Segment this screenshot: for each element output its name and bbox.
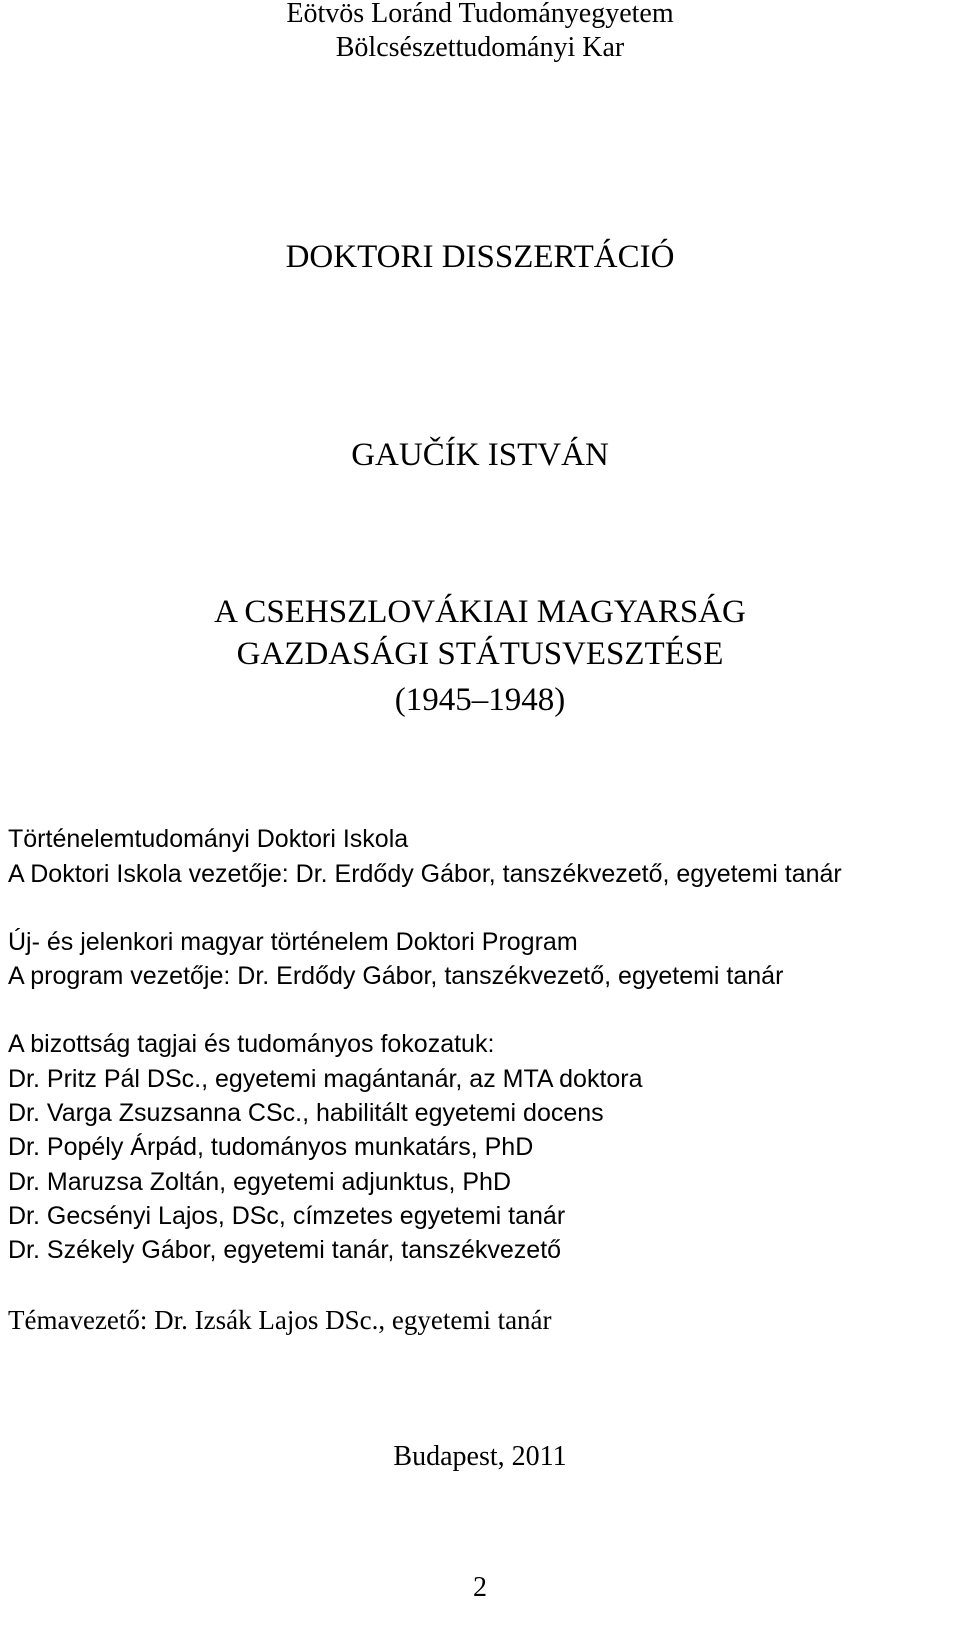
committee-member: Dr. Popély Árpád, tudományos munkatárs, PhD (8, 1133, 534, 1161)
committee-member: Dr. Varga Zsuzsanna CSc., habilitált egyetemi docens (8, 1099, 604, 1127)
committee-heading: A bizottság tagjai és tudományos fokozatuk: (8, 1030, 495, 1058)
doctoral-school-name: Történelemtudományi Doktori Iskola (8, 825, 409, 853)
title-line-2: GAZDASÁGI STÁTUSVESZTÉSE (236, 636, 724, 672)
committee-member: Dr. Gecsényi Lajos, DSc, címzetes egyetemi tanár (8, 1202, 566, 1230)
doctoral-school-head: A Doktori Iskola vezetője: Dr. Erdődy Gábor, tanszékvezető, egyetemi tanár (8, 860, 842, 888)
committee-member: Dr. Pritz Pál DSc., egyetemi magántanár, az MTA doktora (8, 1065, 643, 1093)
program-head: A program vezetője: Dr. Erdődy Gábor, tanszékvezető, egyetemi tanár (8, 962, 784, 990)
place-date: Budapest, 2011 (393, 1441, 567, 1472)
committee-member: Dr. Székely Gábor, egyetemi tanár, tanszékvezető (8, 1236, 562, 1264)
supervisor: Témavezető: Dr. Izsák Lajos DSc., egyetemi tanár (8, 1305, 552, 1335)
university-name: Eötvös Loránd Tudományegyetem (286, 0, 674, 29)
title-years: (1945–1948) (394, 682, 566, 718)
faculty-name: Bölcsészettudományi Kar (335, 32, 625, 63)
document-type: DOKTORI DISSZERTÁCIÓ (285, 239, 675, 275)
committee-member: Dr. Maruzsa Zoltán, egyetemi adjunktus, PhD (8, 1168, 512, 1196)
author-name: GAUČÍK ISTVÁN (351, 437, 609, 473)
program-name: Új- és jelenkori magyar történelem Doktori Program (8, 928, 578, 956)
page-number: 2 (473, 1572, 487, 1603)
title-line-1: A CSEHSZLOVÁKIAI MAGYARSÁG (214, 594, 746, 630)
